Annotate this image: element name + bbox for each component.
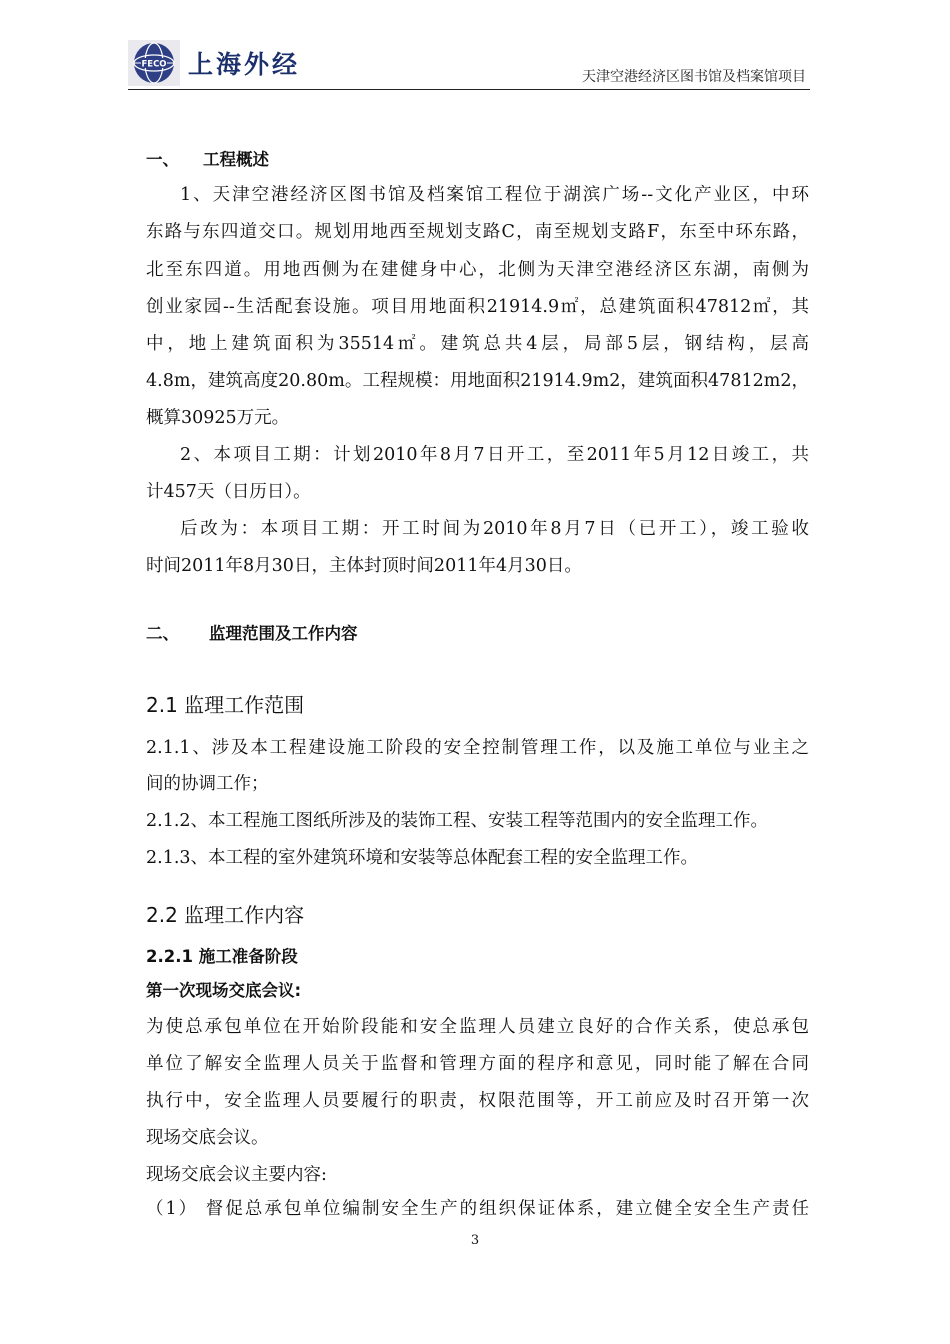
paragraph-line: 1、天津空港经济区图书馆及档案馆工程位于湖滨广场--文化产业区，中环 bbox=[180, 185, 809, 205]
paragraph-line: 4.8m，建筑高度20.80m。工程规模：用地面积21914.9m2，建筑面积47812m2， bbox=[146, 371, 809, 391]
paragraph-line: 中，地上建筑面积为35514㎡。建筑总共4层，局部5层，钢结构，层高 bbox=[146, 334, 809, 354]
page-header bbox=[128, 40, 810, 90]
scope-line: 间的协调工作； bbox=[146, 774, 269, 794]
paragraph-line: 计457天（日历日）。 bbox=[146, 482, 311, 502]
subsection-2-2-title: 2.2 监理工作内容 bbox=[146, 903, 305, 927]
paragraph-line: 2、本项目工期：计划2010年8月7日开工，至2011年5月12日竣工，共 bbox=[180, 445, 809, 465]
scope-line: 2.1.3、本工程的室外建筑环境和安装等总体配套工程的安全监理工作。 bbox=[146, 848, 699, 868]
scope-line: 2.1.2、本工程施工图纸所涉及的装饰工程、安装工程等范围内的安全监理工作。 bbox=[146, 811, 769, 831]
page-number: 3 bbox=[470, 1233, 480, 1248]
meeting-line: 为使总承包单位在开始阶段能和安全监理人员建立良好的合作关系，使总承包 bbox=[146, 1017, 809, 1037]
paragraph-line: 后改为：本项目工期：开工时间为2010年8月7日（已开工），竣工验收 bbox=[180, 519, 809, 539]
logo-text: 上海外经 bbox=[188, 50, 301, 79]
document-title: 天津空港经济区图书馆及档案馆项目 bbox=[582, 69, 806, 85]
company-logo bbox=[128, 40, 304, 86]
content-label: 现场交底会议主要内容: bbox=[146, 1165, 327, 1185]
list-item: （1） 督促总承包单位编制安全生产的组织保证体系，建立健全安全生产责任 bbox=[146, 1199, 809, 1219]
section1-heading bbox=[146, 148, 269, 172]
section1-heading-number: 一、 bbox=[146, 150, 179, 169]
paragraph-line: 概算30925万元。 bbox=[146, 408, 290, 428]
meeting-title: 第一次现场交底会议: bbox=[146, 981, 302, 1000]
globe-logo-icon bbox=[128, 40, 180, 86]
meeting-line: 执行中，安全监理人员要履行的职责，权限范围等，开工前应及时召开第一次 bbox=[146, 1091, 809, 1111]
section2-heading bbox=[146, 622, 358, 646]
subsection-2-1-title: 2.1 监理工作范围 bbox=[146, 693, 305, 717]
subsection-2-2-1-title: 2.2.1 施工准备阶段 bbox=[146, 947, 298, 966]
paragraph-line: 创业家园--生活配套设施。项目用地面积21914.9㎡，总建筑面积47812㎡，其 bbox=[146, 297, 809, 317]
section2-heading-number: 二、 bbox=[146, 624, 179, 643]
section2-heading-text: 监理范围及工作内容 bbox=[209, 624, 358, 643]
meeting-line: 单位了解安全监理人员关于监督和管理方面的程序和意见，同时能了解在合同 bbox=[146, 1054, 809, 1074]
logo-badge: FECO bbox=[141, 59, 167, 70]
scope-line: 2.1.1、涉及本工程建设施工阶段的安全控制管理工作，以及施工单位与业主之 bbox=[146, 738, 809, 758]
paragraph-line: 北至东四道。用地西侧为在建健身中心，北侧为天津空港经济区东湖，南侧为 bbox=[146, 260, 809, 280]
section1-heading-text: 工程概述 bbox=[203, 150, 269, 169]
meeting-line: 现场交底会议。 bbox=[146, 1128, 269, 1148]
paragraph-line: 东路与东四道交口。规划用地西至规划支路C，南至规划支路F，东至中环东路， bbox=[146, 222, 809, 242]
paragraph-line: 时间2011年8月30日，主体封顶时间2011年4月30日。 bbox=[146, 556, 582, 576]
